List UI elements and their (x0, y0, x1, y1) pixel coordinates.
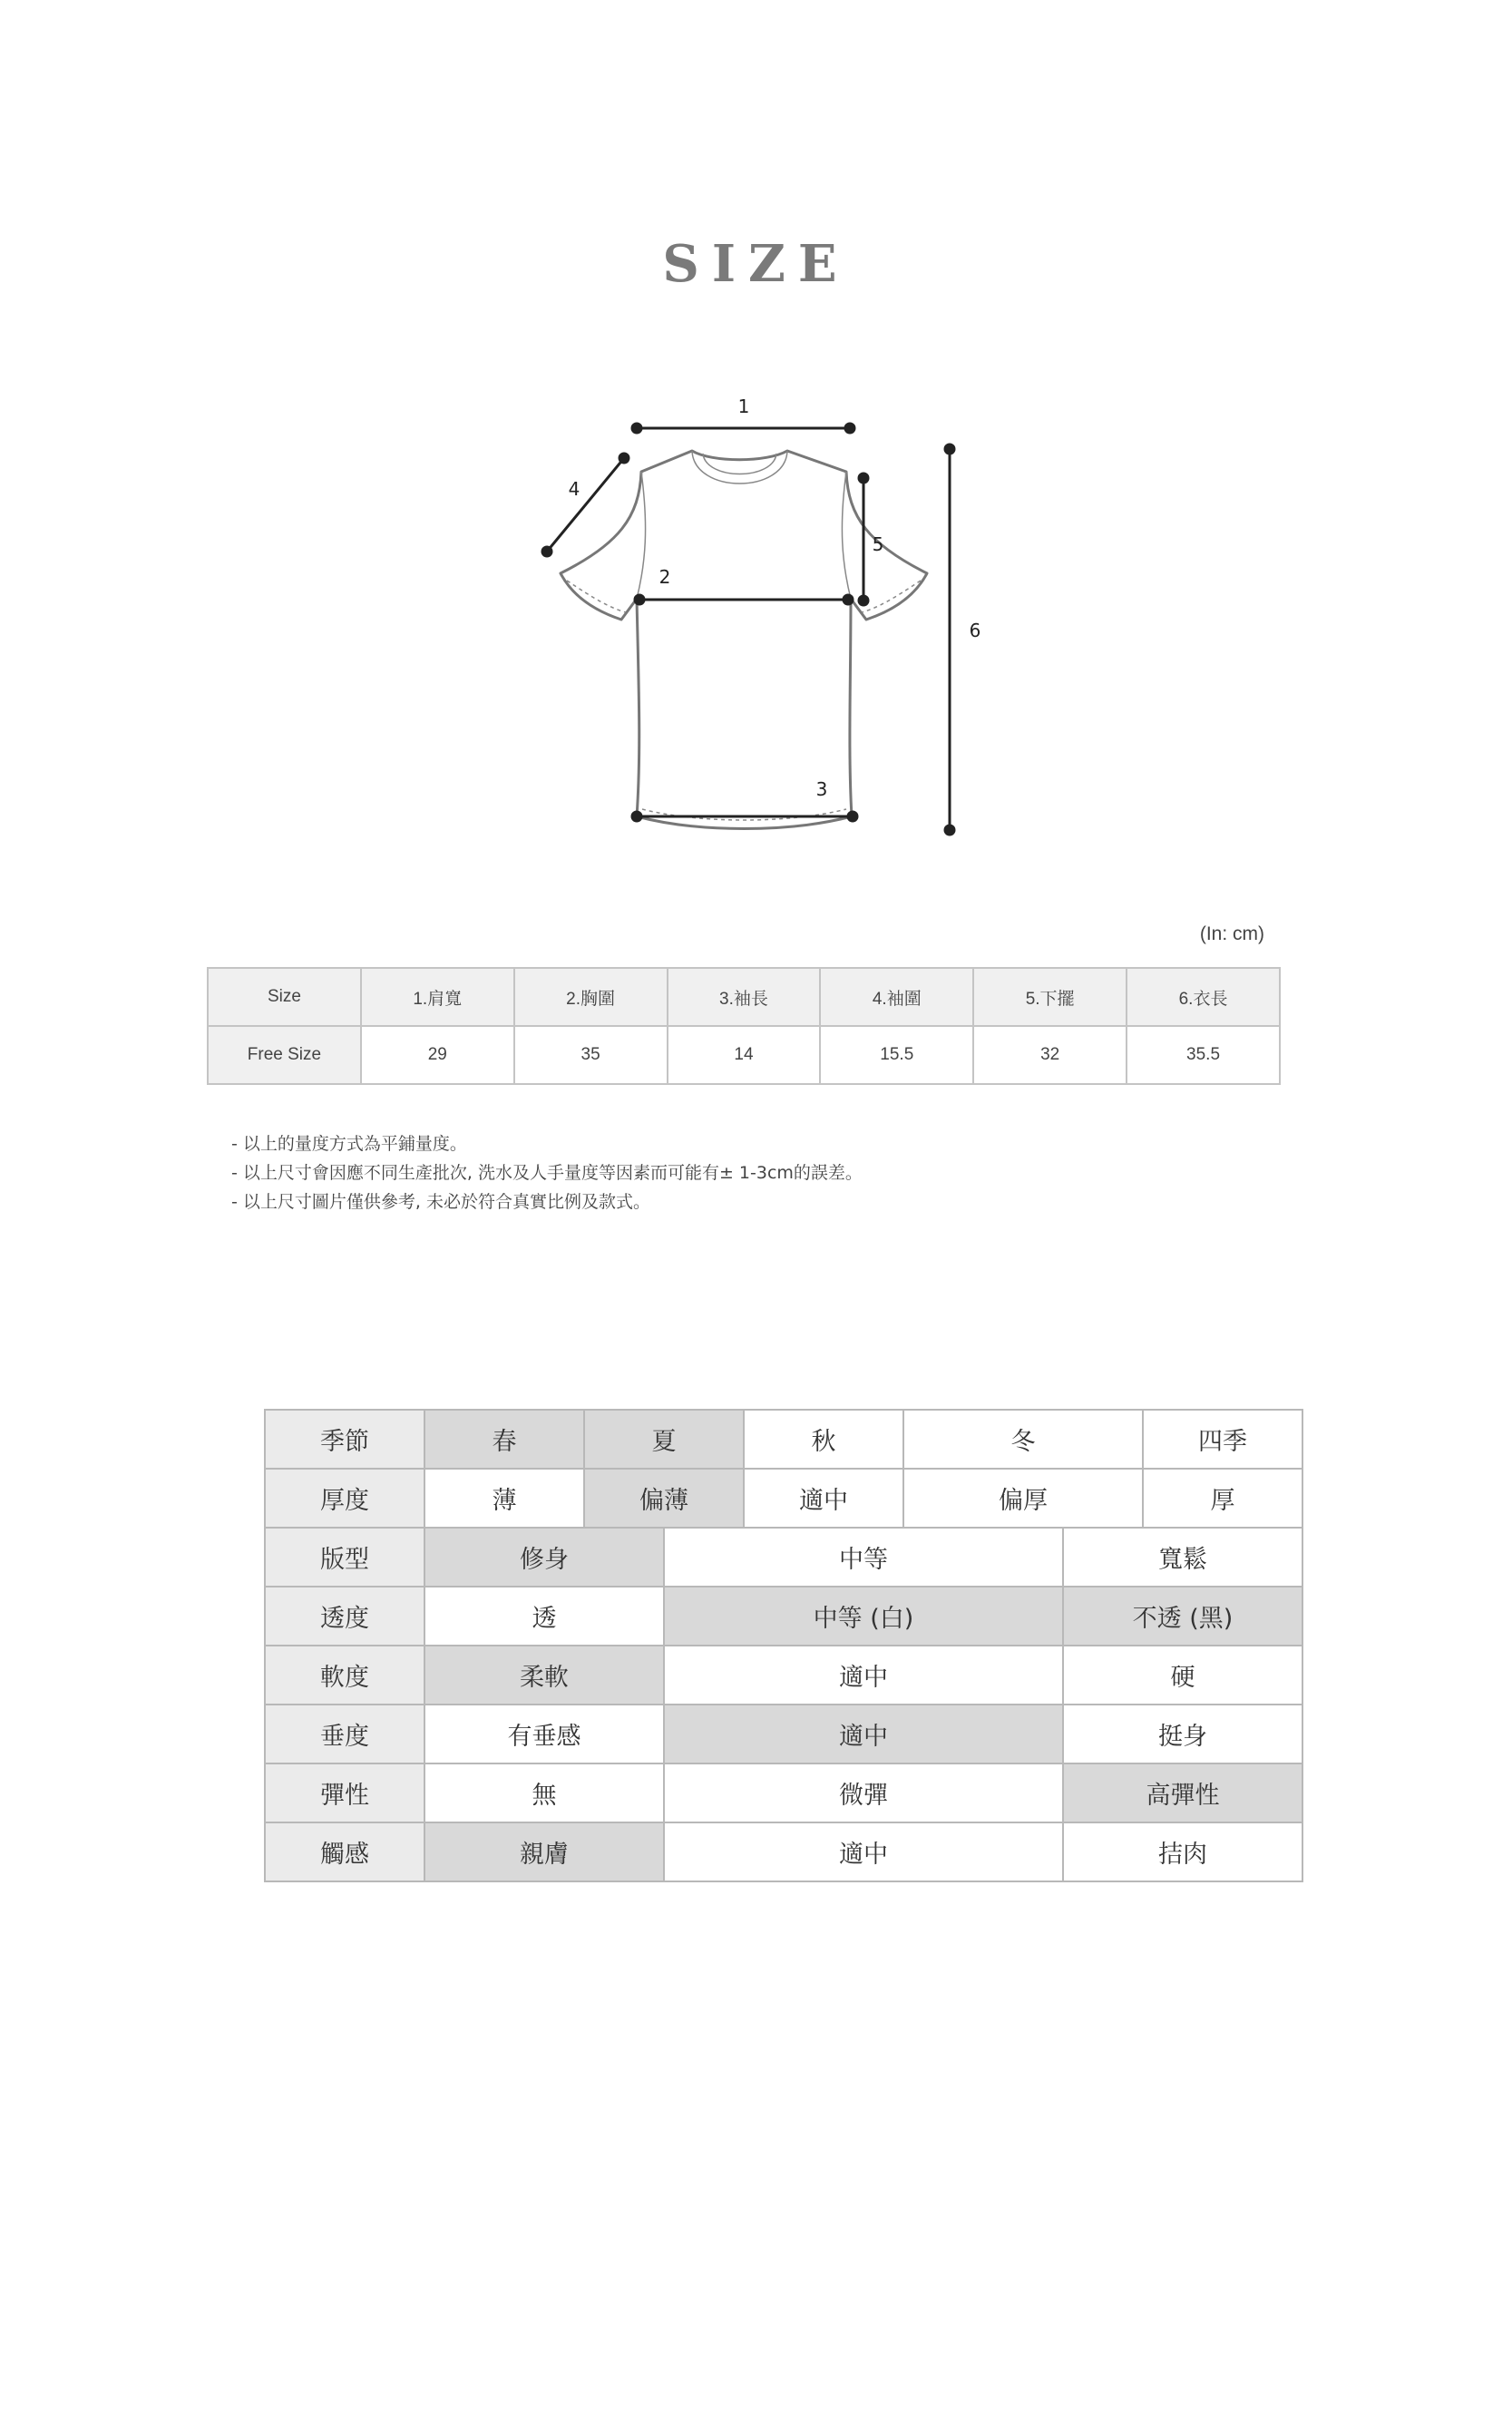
tshirt-outline (561, 451, 927, 829)
prop-option: 夏 (584, 1410, 744, 1469)
prop-option: 適中 (664, 1822, 1063, 1881)
size-header-cell: 4.袖圍 (820, 968, 973, 1026)
measure-label-1: 1 (737, 396, 750, 417)
size-value-cell: 29 (361, 1026, 514, 1084)
prop-label: 版型 (265, 1528, 424, 1587)
size-value-cell: 32 (973, 1026, 1127, 1084)
measure-label-3: 3 (815, 778, 828, 800)
note-line: - 以上尺寸會因應不同生產批次, 洗水及人手量度等因素而可能有± 1-3cm的誤差。 (231, 1163, 863, 1183)
prop-option: 微彈 (664, 1763, 1063, 1822)
size-header-cell: 5.下擺 (973, 968, 1127, 1026)
prop-option: 親膚 (424, 1822, 664, 1881)
prop-option: 無 (424, 1763, 664, 1822)
body-hem-stitch (642, 809, 846, 820)
prop-option: 中等 (白) (664, 1587, 1063, 1646)
measure-label-4: 4 (568, 478, 580, 500)
prop-option: 柔軟 (424, 1646, 664, 1705)
prop-option: 偏薄 (584, 1469, 744, 1528)
prop-option: 厚 (1143, 1469, 1302, 1528)
unit-label: (In: cm) (1199, 923, 1264, 944)
prop-option: 適中 (744, 1469, 903, 1528)
prop-row-touch (265, 1822, 1302, 1881)
prop-label: 軟度 (265, 1646, 424, 1705)
prop-option: 透 (424, 1587, 664, 1646)
prop-row-transparency (265, 1587, 1302, 1646)
size-value-cell: 35 (514, 1026, 668, 1084)
size-header-cell: 2.胸圍 (514, 968, 668, 1026)
prop-label: 透度 (265, 1587, 424, 1646)
prop-option: 薄 (424, 1469, 584, 1528)
prop-option: 寬鬆 (1063, 1528, 1302, 1587)
measure-label-6: 6 (969, 620, 981, 641)
prop-option: 修身 (424, 1528, 664, 1587)
measurement-notes (231, 1129, 863, 1216)
prop-label: 觸感 (265, 1822, 424, 1881)
prop-label: 季節 (265, 1410, 424, 1469)
prop-row-softness (265, 1646, 1302, 1705)
prop-option: 中等 (664, 1528, 1063, 1587)
prop-option: 四季 (1143, 1410, 1302, 1469)
note-line: - 以上的量度方式為平鋪量度。 (231, 1134, 467, 1154)
size-header-cell: 1.肩寬 (361, 968, 514, 1026)
prop-row-fit (265, 1528, 1302, 1587)
prop-row-drape (265, 1705, 1302, 1763)
size-value-cell: 15.5 (820, 1026, 973, 1084)
size-header-cell: Size (208, 968, 361, 1026)
size-table (207, 967, 1281, 1085)
prop-option: 高彈性 (1063, 1763, 1302, 1822)
prop-row-thickness (265, 1469, 1302, 1528)
fabric-properties-table (264, 1409, 1303, 1882)
prop-option: 適中 (664, 1646, 1063, 1705)
prop-option: 拮肉 (1063, 1822, 1302, 1881)
page-title: SIZE (662, 234, 850, 294)
prop-option: 適中 (664, 1705, 1063, 1763)
size-table-row (208, 1026, 1280, 1084)
prop-option: 不透 (黑) (1063, 1587, 1302, 1646)
prop-option: 偏厚 (903, 1469, 1143, 1528)
prop-option: 有垂感 (424, 1705, 664, 1763)
size-header-cell: 3.袖長 (668, 968, 821, 1026)
note-line: - 以上尺寸圖片僅供參考, 未必於符合真實比例及款式。 (231, 1192, 650, 1212)
prop-option: 硬 (1063, 1646, 1302, 1705)
prop-label: 厚度 (265, 1469, 424, 1528)
prop-label: 彈性 (265, 1763, 424, 1822)
prop-option: 冬 (903, 1410, 1143, 1469)
measure-label-5: 5 (872, 533, 884, 555)
tshirt-diagram (508, 381, 1016, 853)
prop-row-season (265, 1410, 1302, 1469)
size-table-header-row (208, 968, 1280, 1026)
prop-option: 挺身 (1063, 1705, 1302, 1763)
measure-label-2: 2 (658, 566, 671, 588)
prop-label: 垂度 (265, 1705, 424, 1763)
size-value-cell: 35.5 (1127, 1026, 1280, 1084)
size-value-cell: 14 (668, 1026, 821, 1084)
prop-option: 春 (424, 1410, 584, 1469)
size-row-label: Free Size (208, 1026, 361, 1084)
prop-option: 秋 (744, 1410, 903, 1469)
size-header-cell: 6.衣長 (1127, 968, 1280, 1026)
prop-row-elasticity (265, 1763, 1302, 1822)
